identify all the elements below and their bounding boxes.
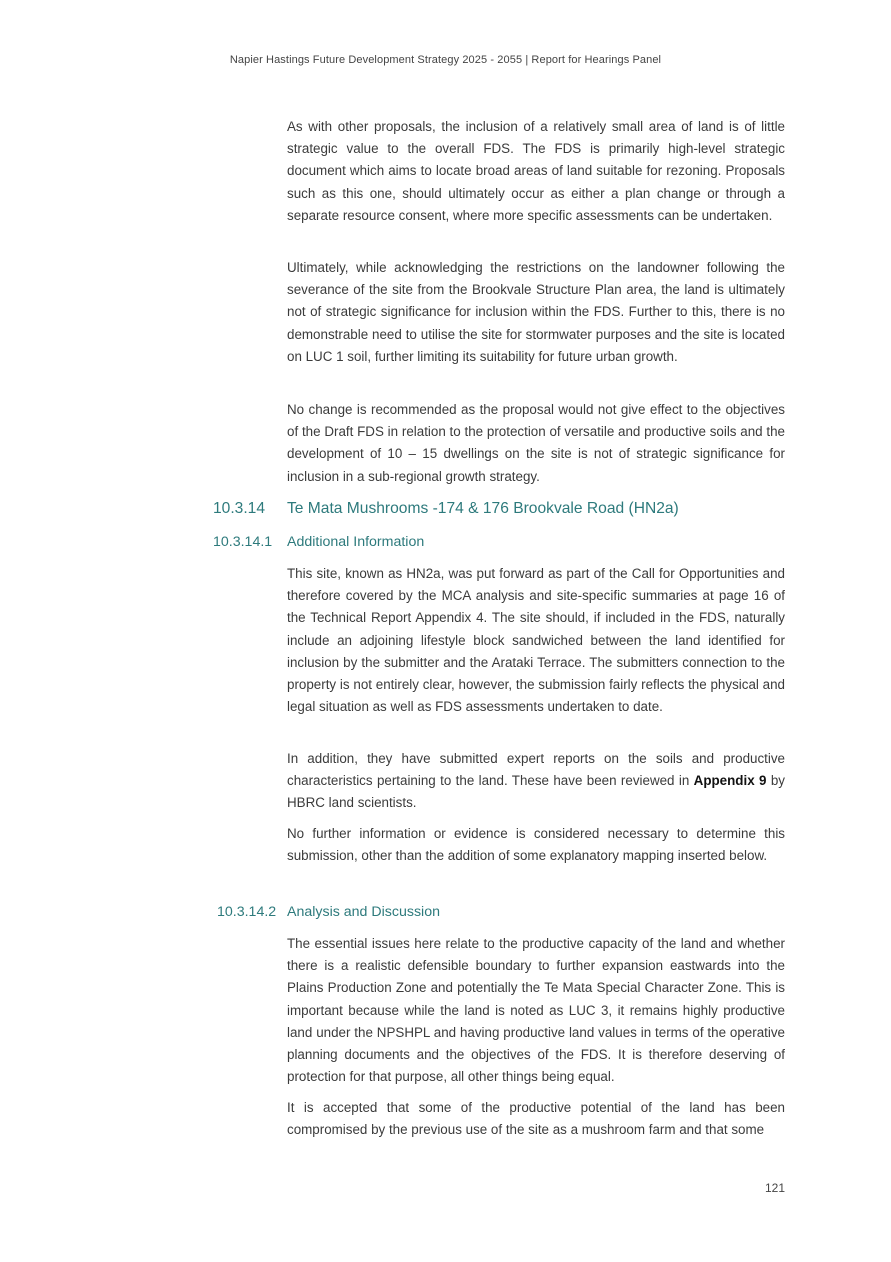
paragraph-mushroom-farm: It is accepted that some of the productive potential of the land has been compromised by the previous use of the site as a mushroom farm and that some <box>287 1100 785 1138</box>
paragraph-fds-strategic-value: As with other proposals, the inclusion of a relatively small area of land is of little strategic value to the overall FDS. The FDS is primarily high-level strategic document which aims to locate broad areas of land suitable for rezoning. Proposals such as this one, should ultimately occur as either a plan change or through a separate resource consent, where more specific assessments can be undertaken. <box>287 119 785 223</box>
section-heading-10-3-14-1 <box>213 532 813 552</box>
paragraph-text: by HBRC land scientists. <box>287 773 785 811</box>
paragraph-text: In addition, they have submitted expert reports on the soils and productive characteristics pertaining to the land. These have been reviewed in <box>287 751 785 789</box>
section-title: Te Mata Mushrooms -174 & 176 Brookvale Road (HN2a) <box>287 500 679 517</box>
appendix-reference: Appendix 9 <box>693 773 767 789</box>
section-title: Analysis and Discussion <box>287 904 440 920</box>
page-number: 121 <box>764 1181 785 1195</box>
section-title: Additional Information <box>287 534 425 550</box>
paragraph-site-hn2a: This site, known as HN2a, was put forward as part of the Call for Opportunities and therefore covered by the MCA analysis and site-specific summaries at page 16 of the Technical Report Appendix 4. The site should, if included in the FDS, naturally include an adjoining lifestyle block sandwiched between the land identified for inclusion by the submitter and the Arataki Terrace. The submitters connection to the property is not entirely clear, however, the submission fairly reflects the physical and legal situation as well as FDS assessments undertaken to date. <box>287 566 785 715</box>
paragraph-no-change-recommended: No change is recommended as the proposal would not give effect to the objectives of the Draft FDS in relation to the protection of versatile and productive soils and the development of 10 – 15 dwellings on the site is not of strategic significance for inclusion in a sub-regional growth strategy. <box>287 402 785 484</box>
section-number: 10.3.14.2 <box>217 904 277 920</box>
paragraph-no-further-info: No further information or evidence is considered necessary to determine this submission, other than the addition of some explanatory mapping inserted below. <box>287 826 785 864</box>
running-header: Napier Hastings Future Development Strategy 2025 - 2055 | Report for Hearings Panel <box>229 54 662 66</box>
section-heading-10-3-14-2 <box>213 902 813 922</box>
section-heading-10-3-14 <box>213 499 813 519</box>
paragraph-expert-reports <box>287 748 785 815</box>
section-number: 10.3.14 <box>213 500 266 517</box>
paragraph-essential-issues: The essential issues here relate to the productive capacity of the land and whether there is a realistic defensible boundary to further expansion eastwards into the Plains Production Zone and potentially the Te Mata Special Character Zone. This is important because while the land is noted as LUC 3, it remains highly productive land under the NPSHPL and having productive land values in terms of the operative planning documents and the objectives of the FDS. It is therefore deserving of protection for that purpose, all other things being equal. <box>287 936 785 1085</box>
section-number: 10.3.14.1 <box>213 534 273 550</box>
paragraph-brookvale-severance: Ultimately, while acknowledging the restrictions on the landowner following the severance of the site from the Brookvale Structure Plan area, the land is ultimately not of strategic significance for inclusion within the FDS. Further to this, there is no demonstrable need to utilise the site for stormwater purposes and the site is located on LUC 1 soil, further limiting its suitability for future urban growth. <box>287 260 785 364</box>
